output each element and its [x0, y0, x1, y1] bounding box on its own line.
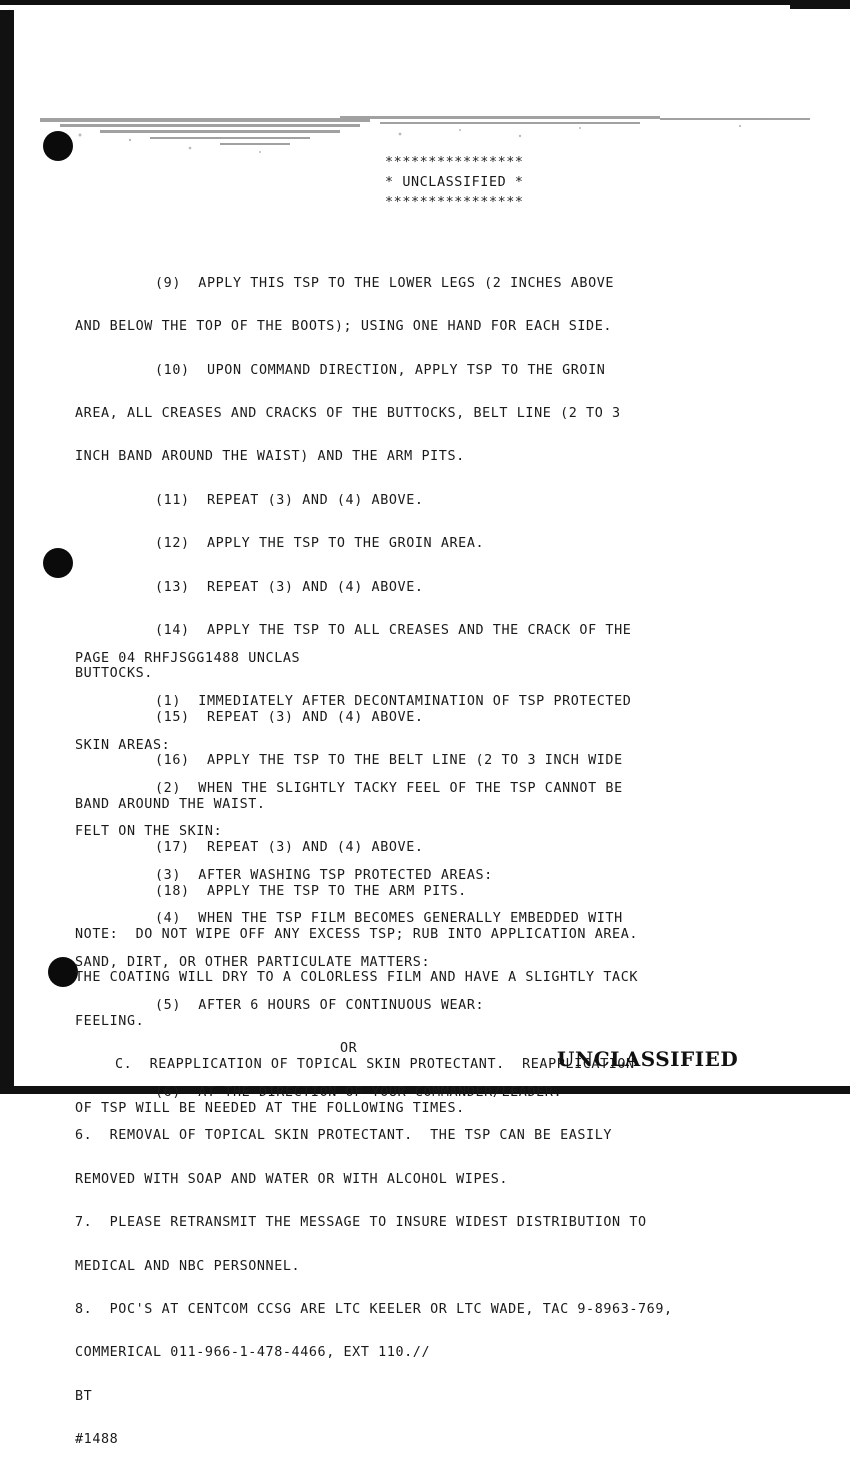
body-line: 7. PLEASE RETRANSMIT THE MESSAGE TO INSURE WIDEST DISTRIBUTION TO [75, 1215, 647, 1231]
body-line: AREA, ALL CREASES AND CRACKS OF THE BUTTOCKS, BELT LINE (2 TO 3 [75, 406, 621, 422]
top-scan-border [0, 0, 850, 5]
body-line: INCH BAND AROUND THE WAIST) AND THE ARM PITS. [75, 449, 465, 465]
banner-label: * UNCLASSIFIED * [385, 175, 524, 190]
body-line: BT [75, 1388, 93, 1404]
body-line: (4) WHEN THE TSP FILM BECOMES GENERALLY EMBEDDED WITH [155, 911, 623, 927]
body-line: SKIN AREAS: [75, 737, 171, 753]
body-line: BAND AROUND THE WAIST. [75, 796, 266, 812]
body-line: (9) APPLY THIS TSP TO THE LOWER LEGS (2 INCHES ABOVE [155, 275, 615, 291]
body-line: (16) APPLY THE TSP TO THE BELT LINE (2 TO 3 INCH WIDE [155, 753, 623, 769]
body-line: (1) IMMEDIATELY AFTER DECONTAMINATION OF TSP PROTECTED [155, 694, 632, 710]
left-scan-border [0, 10, 14, 1094]
classification-banner [385, 155, 524, 215]
body-line: THE COATING WILL DRY TO A COLORLESS FILM AND HAVE A SLIGHTLY TACK [75, 970, 639, 986]
punch-hole-middle [43, 548, 73, 578]
body-line: (2) WHEN THE SLIGHTLY TACKY FEEL OF THE TSP CANNOT BE [155, 781, 623, 797]
body-line: (13) REPEAT (3) AND (4) ABOVE. [155, 579, 424, 595]
message-number: #1488 [75, 1432, 119, 1448]
body-line: AND BELOW THE TOP OF THE BOOTS); USING ONE HAND FOR EACH SIDE. [75, 319, 613, 335]
banner-stars-bottom: **************** [385, 195, 524, 210]
body-line: 6. REMOVAL OF TOPICAL SKIN PROTECTANT. THE TSP CAN BE EASILY [75, 1128, 613, 1144]
body-line: BUTTOCKS. [75, 666, 153, 682]
body-line: C. REAPPLICATION OF TOPICAL SKIN PROTECTANT. REAPPLICATION [115, 1057, 635, 1073]
body-line: (12) APPLY THE TSP TO THE GROIN AREA. [155, 536, 485, 552]
footer-classification: UNCLASSIFIED [557, 1047, 739, 1071]
page-header-line: PAGE 04 RHFJSGG1488 UNCLAS [75, 650, 301, 666]
body-line: (17) REPEAT (3) AND (4) ABOVE. [155, 840, 424, 856]
body-line: (14) APPLY THE TSP TO ALL CREASES AND THE CRACK OF THE [155, 623, 632, 639]
body-line: NOTE: DO NOT WIPE OFF ANY EXCESS TSP; RUB INTO APPLICATION AREA. [75, 926, 639, 942]
banner-stars-top: **************** [385, 155, 524, 170]
body-line: (5) AFTER 6 HOURS OF CONTINUOUS WEAR: [155, 998, 485, 1014]
top-scan-border-end [790, 0, 850, 9]
body-line: 8. POC'S AT CENTCOM CCSG ARE LTC KEELER OR LTC WADE, TAC 9-8963-769, [75, 1301, 673, 1317]
body-line: FELT ON THE SKIN: [75, 824, 223, 840]
body-line: (6) AT THE DIRECTION OF YOUR COMMANDER/LEADER. [155, 1084, 563, 1100]
body-line: (3) AFTER WASHING TSP PROTECTED AREAS: [155, 867, 493, 883]
punch-hole-top [43, 131, 73, 161]
body-line: COMMERICAL 011-966-1-478-4466, EXT 110.// [75, 1345, 431, 1361]
body-line: OR [340, 1041, 358, 1057]
body-line: (18) APPLY THE TSP TO THE ARM PITS. [155, 883, 467, 899]
body-line: REMOVED WITH SOAP AND WATER OR WITH ALCOHOL WIPES. [75, 1171, 509, 1187]
body-line: SAND, DIRT, OR OTHER PARTICULATE MATTERS: [75, 954, 431, 970]
body-line: (15) REPEAT (3) AND (4) ABOVE. [155, 709, 424, 725]
body-line: (10) UPON COMMAND DIRECTION, APPLY TSP TO THE GROIN [155, 362, 606, 378]
body-line: OF TSP WILL BE NEEDED AT THE FOLLOWING TIMES. [75, 1100, 465, 1116]
body-line: FEELING. [75, 1013, 145, 1029]
punch-hole-bottom [48, 957, 78, 987]
body-line: (11) REPEAT (3) AND (4) ABOVE. [155, 492, 424, 508]
body-line: MEDICAL AND NBC PERSONNEL. [75, 1258, 301, 1274]
